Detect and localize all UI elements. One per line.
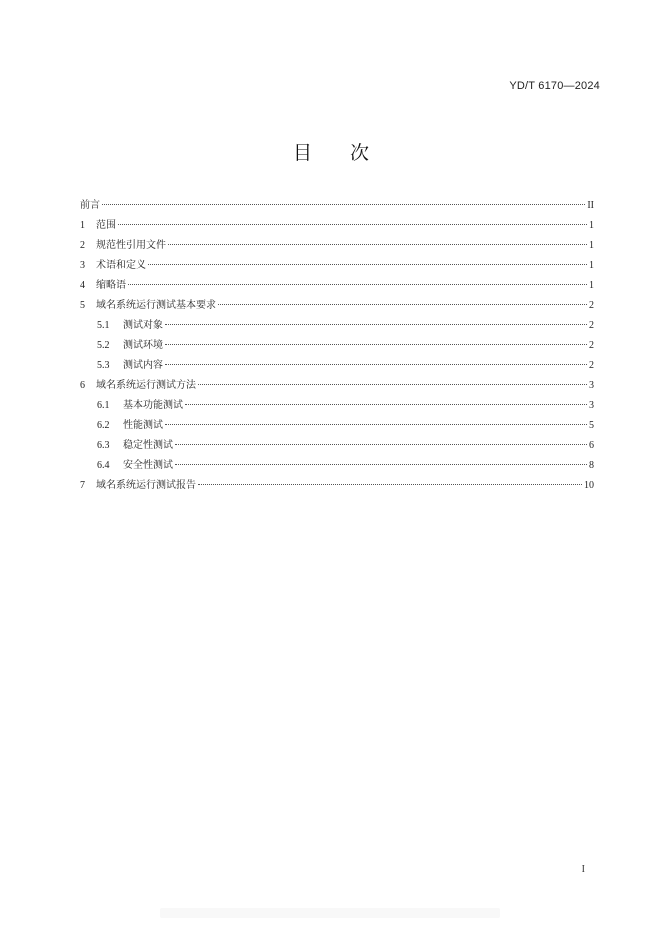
toc-entry-number: 5.3 (97, 360, 110, 371)
toc-dot-leader (165, 424, 587, 425)
toc-entry-label: 安全性测试 (123, 460, 173, 471)
toc-entry-page: 2 (589, 320, 594, 331)
toc-entry-number: 1 (80, 220, 85, 231)
toc-entry-label: 规范性引用文件 (96, 240, 166, 251)
toc-entry-page: 8 (589, 460, 594, 471)
toc-entry-number: 6.2 (97, 420, 110, 431)
watermark (160, 908, 500, 918)
toc-entry-number: 6.3 (97, 440, 110, 451)
toc-dot-leader (218, 304, 587, 305)
toc-entry-page: 1 (589, 240, 594, 251)
toc-entry-number: 4 (80, 280, 85, 291)
toc-entry-number: 2 (80, 240, 85, 251)
toc-entry[interactable] (80, 296, 594, 316)
toc-entry-number: 6.1 (97, 400, 110, 411)
toc-entry-number: 6.4 (97, 460, 110, 471)
toc-entry-label: 缩略语 (96, 280, 126, 291)
toc-entry-label: 范围 (96, 220, 116, 231)
toc-entry-page: 1 (589, 280, 594, 291)
toc-entry-number: 5 (80, 300, 85, 311)
toc-entry-label: 测试环境 (123, 340, 163, 351)
toc-entry-page: 2 (589, 300, 594, 311)
toc-entry[interactable] (80, 436, 594, 456)
toc-entry-number: 5.2 (97, 340, 110, 351)
toc-entry-label: 域名系统运行测试基本要求 (96, 300, 216, 311)
toc-entry[interactable] (80, 316, 594, 336)
toc-entry-label: 前言 (80, 200, 100, 211)
toc-entry-label: 术语和定义 (96, 260, 146, 271)
toc-entry[interactable] (80, 276, 594, 296)
toc-entry-page: 2 (589, 360, 594, 371)
toc-entry[interactable] (80, 256, 594, 276)
toc-entry-label: 域名系统运行测试方法 (96, 380, 196, 391)
toc-entry-page: 10 (584, 480, 594, 491)
toc-entry-label: 测试内容 (123, 360, 163, 371)
toc-dot-leader (185, 404, 587, 405)
toc-entry[interactable] (80, 396, 594, 416)
toc-entry[interactable] (80, 416, 594, 436)
toc-entry-page: 3 (589, 380, 594, 391)
standard-code: YD/T 6170—2024 (509, 80, 600, 92)
toc-entry-label: 稳定性测试 (123, 440, 173, 451)
toc-entry[interactable] (80, 236, 594, 256)
toc-entry[interactable] (80, 196, 594, 216)
toc-entry-page: 2 (589, 340, 594, 351)
toc-dot-leader (118, 224, 587, 225)
toc-dot-leader (128, 284, 587, 285)
toc-dot-leader (175, 464, 587, 465)
toc-dot-leader (148, 264, 587, 265)
toc-entry[interactable] (80, 376, 594, 396)
toc-entry-label: 基本功能测试 (123, 400, 183, 411)
toc-dot-leader (168, 244, 587, 245)
toc-entry[interactable] (80, 476, 594, 496)
toc-dot-leader (165, 324, 587, 325)
toc-entry-page: 1 (589, 220, 594, 231)
toc-dot-leader (198, 384, 587, 385)
toc-entry-label: 测试对象 (123, 320, 163, 331)
toc-entry[interactable] (80, 216, 594, 236)
toc-title: 目 次 (292, 142, 369, 164)
toc-entry-page: 1 (589, 260, 594, 271)
toc-dot-leader (198, 484, 582, 485)
toc-entry[interactable] (80, 336, 594, 356)
page-number: I (581, 864, 585, 875)
toc-entry-label: 域名系统运行测试报告 (96, 480, 196, 491)
toc-dot-leader (175, 444, 587, 445)
toc-entry-number: 6 (80, 380, 85, 391)
toc-entry-page: II (587, 200, 594, 211)
toc-entry-number: 5.1 (97, 320, 110, 331)
toc-entry-label: 性能测试 (123, 420, 163, 431)
toc-entry-page: 3 (589, 400, 594, 411)
toc-dot-leader (165, 364, 587, 365)
toc-entry-page: 6 (589, 440, 594, 451)
toc-entry[interactable] (80, 356, 594, 376)
table-of-contents (80, 196, 594, 496)
toc-entry[interactable] (80, 456, 594, 476)
toc-entry-page: 5 (589, 420, 594, 431)
toc-entry-number: 7 (80, 480, 85, 491)
toc-dot-leader (102, 204, 585, 205)
toc-entry-number: 3 (80, 260, 85, 271)
toc-dot-leader (165, 344, 587, 345)
